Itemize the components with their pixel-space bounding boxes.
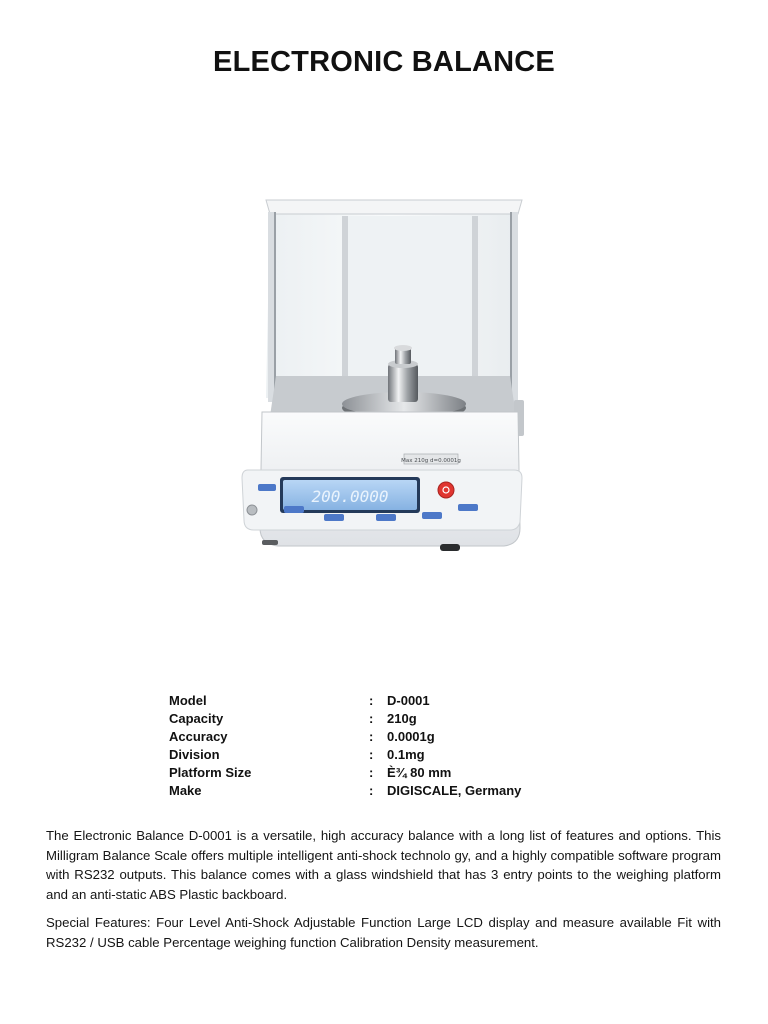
spec-separator: :	[369, 693, 374, 708]
spec-separator: :	[369, 729, 374, 744]
spec-row-division	[169, 746, 521, 764]
description-paragraph: The Electronic Balance D-0001 is a versatile, high accuracy balance with a long list of features and options. This Milligram Balance Scale offers multiple intelligent anti-shock technolo gy, and a highly compatible software program with RS232 outputs. This balance comes with a glass windshield that has 3 entry points to the weighing platform and an anti-static ABS Plastic backboard.	[46, 828, 721, 902]
spec-label: Model	[169, 693, 207, 708]
svg-text:200.0000: 200.0000	[311, 487, 389, 506]
spec-row-capacity	[169, 710, 521, 728]
spec-separator: :	[369, 783, 374, 798]
special-features-paragraph: Special Features: Four Level Anti-Shock Adjustable Function Large LCD display and measure available Fit with RS232 / USB cable Percentage weighing function Calibration Density measurement.	[46, 915, 721, 950]
spec-value: 210g	[387, 711, 417, 726]
spec-value: D-0001	[387, 693, 430, 708]
spec-value: 0.0001g	[387, 729, 435, 744]
spec-label: Accuracy	[169, 729, 228, 744]
balance-image	[218, 186, 538, 570]
spec-label: Capacity	[169, 711, 224, 726]
spec-label: Platform Size	[169, 765, 252, 780]
spec-value: 0.1mg	[387, 747, 425, 762]
spec-value: DIGISCALE, Germany	[387, 783, 522, 798]
spec-row-model	[169, 692, 521, 710]
page-title: ELECTRONIC BALANCE	[213, 46, 555, 78]
spec-separator: :	[369, 765, 374, 780]
spec-label: Make	[169, 783, 202, 798]
spec-row-platform-size	[169, 764, 521, 782]
spec-value: È¾ 80 mm	[387, 765, 452, 780]
spec-label: Division	[169, 747, 220, 762]
spec-row-make	[169, 782, 521, 800]
spec-row-accuracy	[169, 728, 521, 746]
spec-separator: :	[369, 747, 374, 762]
spec-separator: :	[369, 711, 374, 726]
svg-text:Max 210g d=0.0001g: Max 210g d=0.0001g	[401, 458, 461, 464]
spec-table	[169, 692, 521, 800]
